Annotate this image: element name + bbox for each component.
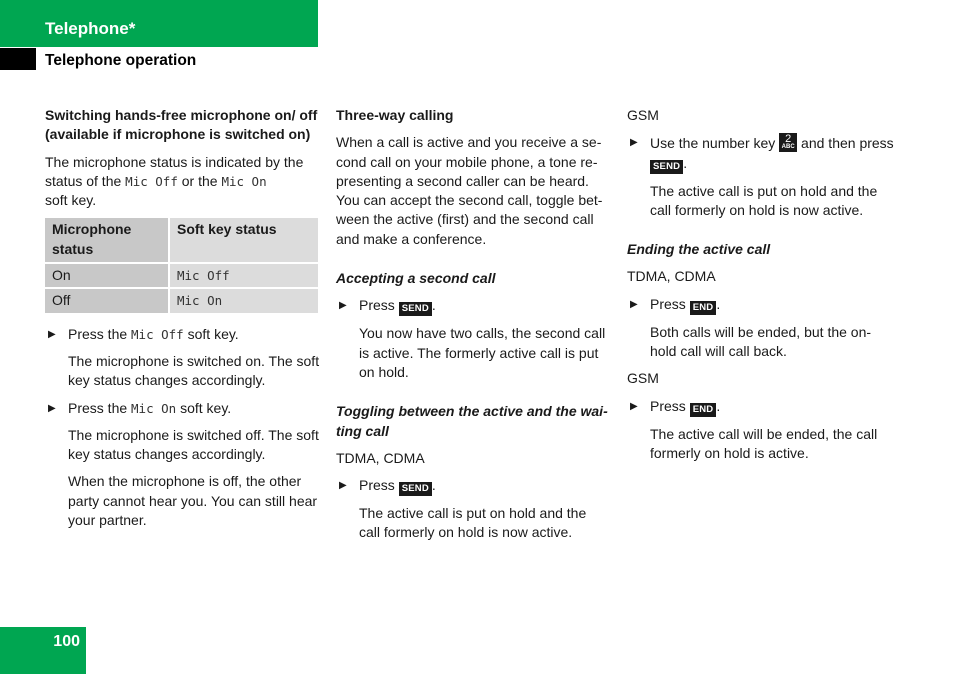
network-tdma-cdma-end: TDMA, CDMA bbox=[627, 268, 716, 285]
step-press-mic-off: ▶ Press the Mic Off soft key. bbox=[45, 325, 320, 344]
toggling-heading: Toggling between the active and the wai-ting call bbox=[336, 403, 608, 439]
three-way-heading: Three-way calling bbox=[336, 107, 454, 123]
end-gsm-result: The active call will be ended, the call formerly on hold is active. bbox=[650, 425, 878, 461]
step-gsm-toggle: ▶ Use the number key 2 ABC and then press SEND . bbox=[630, 133, 894, 172]
step-press-end-gsm: ▶ Press END . bbox=[630, 397, 721, 415]
accept-result: You now have two calls, the second call is active. The formerly active call is put on hold. bbox=[359, 325, 606, 380]
end-key-icon: END bbox=[690, 403, 717, 417]
send-key-icon: SEND bbox=[399, 302, 432, 316]
step-press-mic-on: ▶ Press the Mic On soft key. bbox=[45, 399, 320, 418]
step-press-send-toggle: ▶ Press SEND . bbox=[339, 477, 436, 495]
send-key-icon: SEND bbox=[650, 160, 683, 174]
mic-on-label: Mic On bbox=[221, 173, 267, 189]
mic-heading: Switching hands-free microphone on/ off (available if microphone is switched on) bbox=[45, 107, 318, 143]
triangle-right-icon: ▶ bbox=[630, 400, 638, 412]
table-cell-status: On bbox=[45, 263, 169, 288]
page-number: 100 bbox=[53, 633, 80, 650]
result-mic-off: The microphone is switched off. The soft key status changes accordingly. bbox=[68, 426, 319, 463]
mic-note: When the microphone is off, the other party cannot hear you. You can still hear your partner. bbox=[68, 473, 318, 529]
table-cell-softkey: Mic On bbox=[169, 288, 318, 312]
triangle-right-icon: ▶ bbox=[48, 328, 56, 340]
triangle-right-icon: ▶ bbox=[630, 137, 638, 149]
table-row bbox=[45, 263, 318, 288]
column-1 bbox=[45, 106, 320, 538]
column-3 bbox=[627, 106, 897, 471]
triangle-right-icon: ▶ bbox=[339, 480, 347, 492]
table-cell-softkey: Mic Off bbox=[169, 263, 318, 288]
three-way-intro: When a call is active and you receive a se-cond call on your mobile phone, a tone re-presenting a second caller can be heard. You can accept the second call, toggle bet-ween the active (first) and the second call and make a conference. bbox=[336, 134, 603, 247]
step-press-end-tdma: ▶ Press END . bbox=[630, 295, 721, 313]
table-row bbox=[45, 288, 318, 312]
column-2 bbox=[336, 106, 611, 551]
send-key-icon: SEND bbox=[399, 482, 432, 496]
result-mic-on: The microphone is switched on. The soft key status changes accordingly. bbox=[68, 352, 320, 389]
mic-status-table bbox=[45, 218, 318, 312]
end-key-icon: END bbox=[690, 301, 717, 315]
network-tdma-cdma: TDMA, CDMA bbox=[336, 449, 425, 466]
step-press-send: ▶ Press SEND . bbox=[339, 297, 436, 315]
triangle-right-icon: ▶ bbox=[339, 300, 347, 312]
table-cell-status: Off bbox=[45, 288, 169, 312]
network-gsm: GSM bbox=[627, 107, 659, 123]
section-marker bbox=[0, 48, 36, 70]
mic-off-label: Mic Off bbox=[125, 173, 178, 189]
toggle-result: The active call is put on hold and the call formerly on hold is now active. bbox=[359, 505, 587, 541]
gsm-toggle-result: The active call is put on hold and the call formerly on hold is now active. bbox=[650, 182, 878, 218]
table-header-mic-status: Microphone status bbox=[45, 218, 169, 263]
triangle-right-icon: ▶ bbox=[630, 298, 638, 310]
mic-intro: The microphone status is indicated by the status of the Mic Off or the Mic On soft key. bbox=[45, 153, 304, 209]
chapter-title: Telephone* bbox=[45, 19, 136, 38]
network-gsm-end: GSM bbox=[627, 370, 659, 387]
section-title: Telephone operation bbox=[45, 52, 197, 69]
page-number-tab bbox=[0, 627, 86, 674]
end-tdma-result: Both calls will be ended, but the on-hold call will call back. bbox=[650, 323, 872, 360]
number-key-2-icon: 2 ABC bbox=[779, 133, 797, 152]
triangle-right-icon: ▶ bbox=[48, 402, 56, 414]
ending-heading: Ending the active call bbox=[627, 241, 771, 258]
accepting-heading: Accepting a second call bbox=[336, 270, 496, 287]
table-header-softkey-status: Soft key status bbox=[169, 218, 318, 263]
